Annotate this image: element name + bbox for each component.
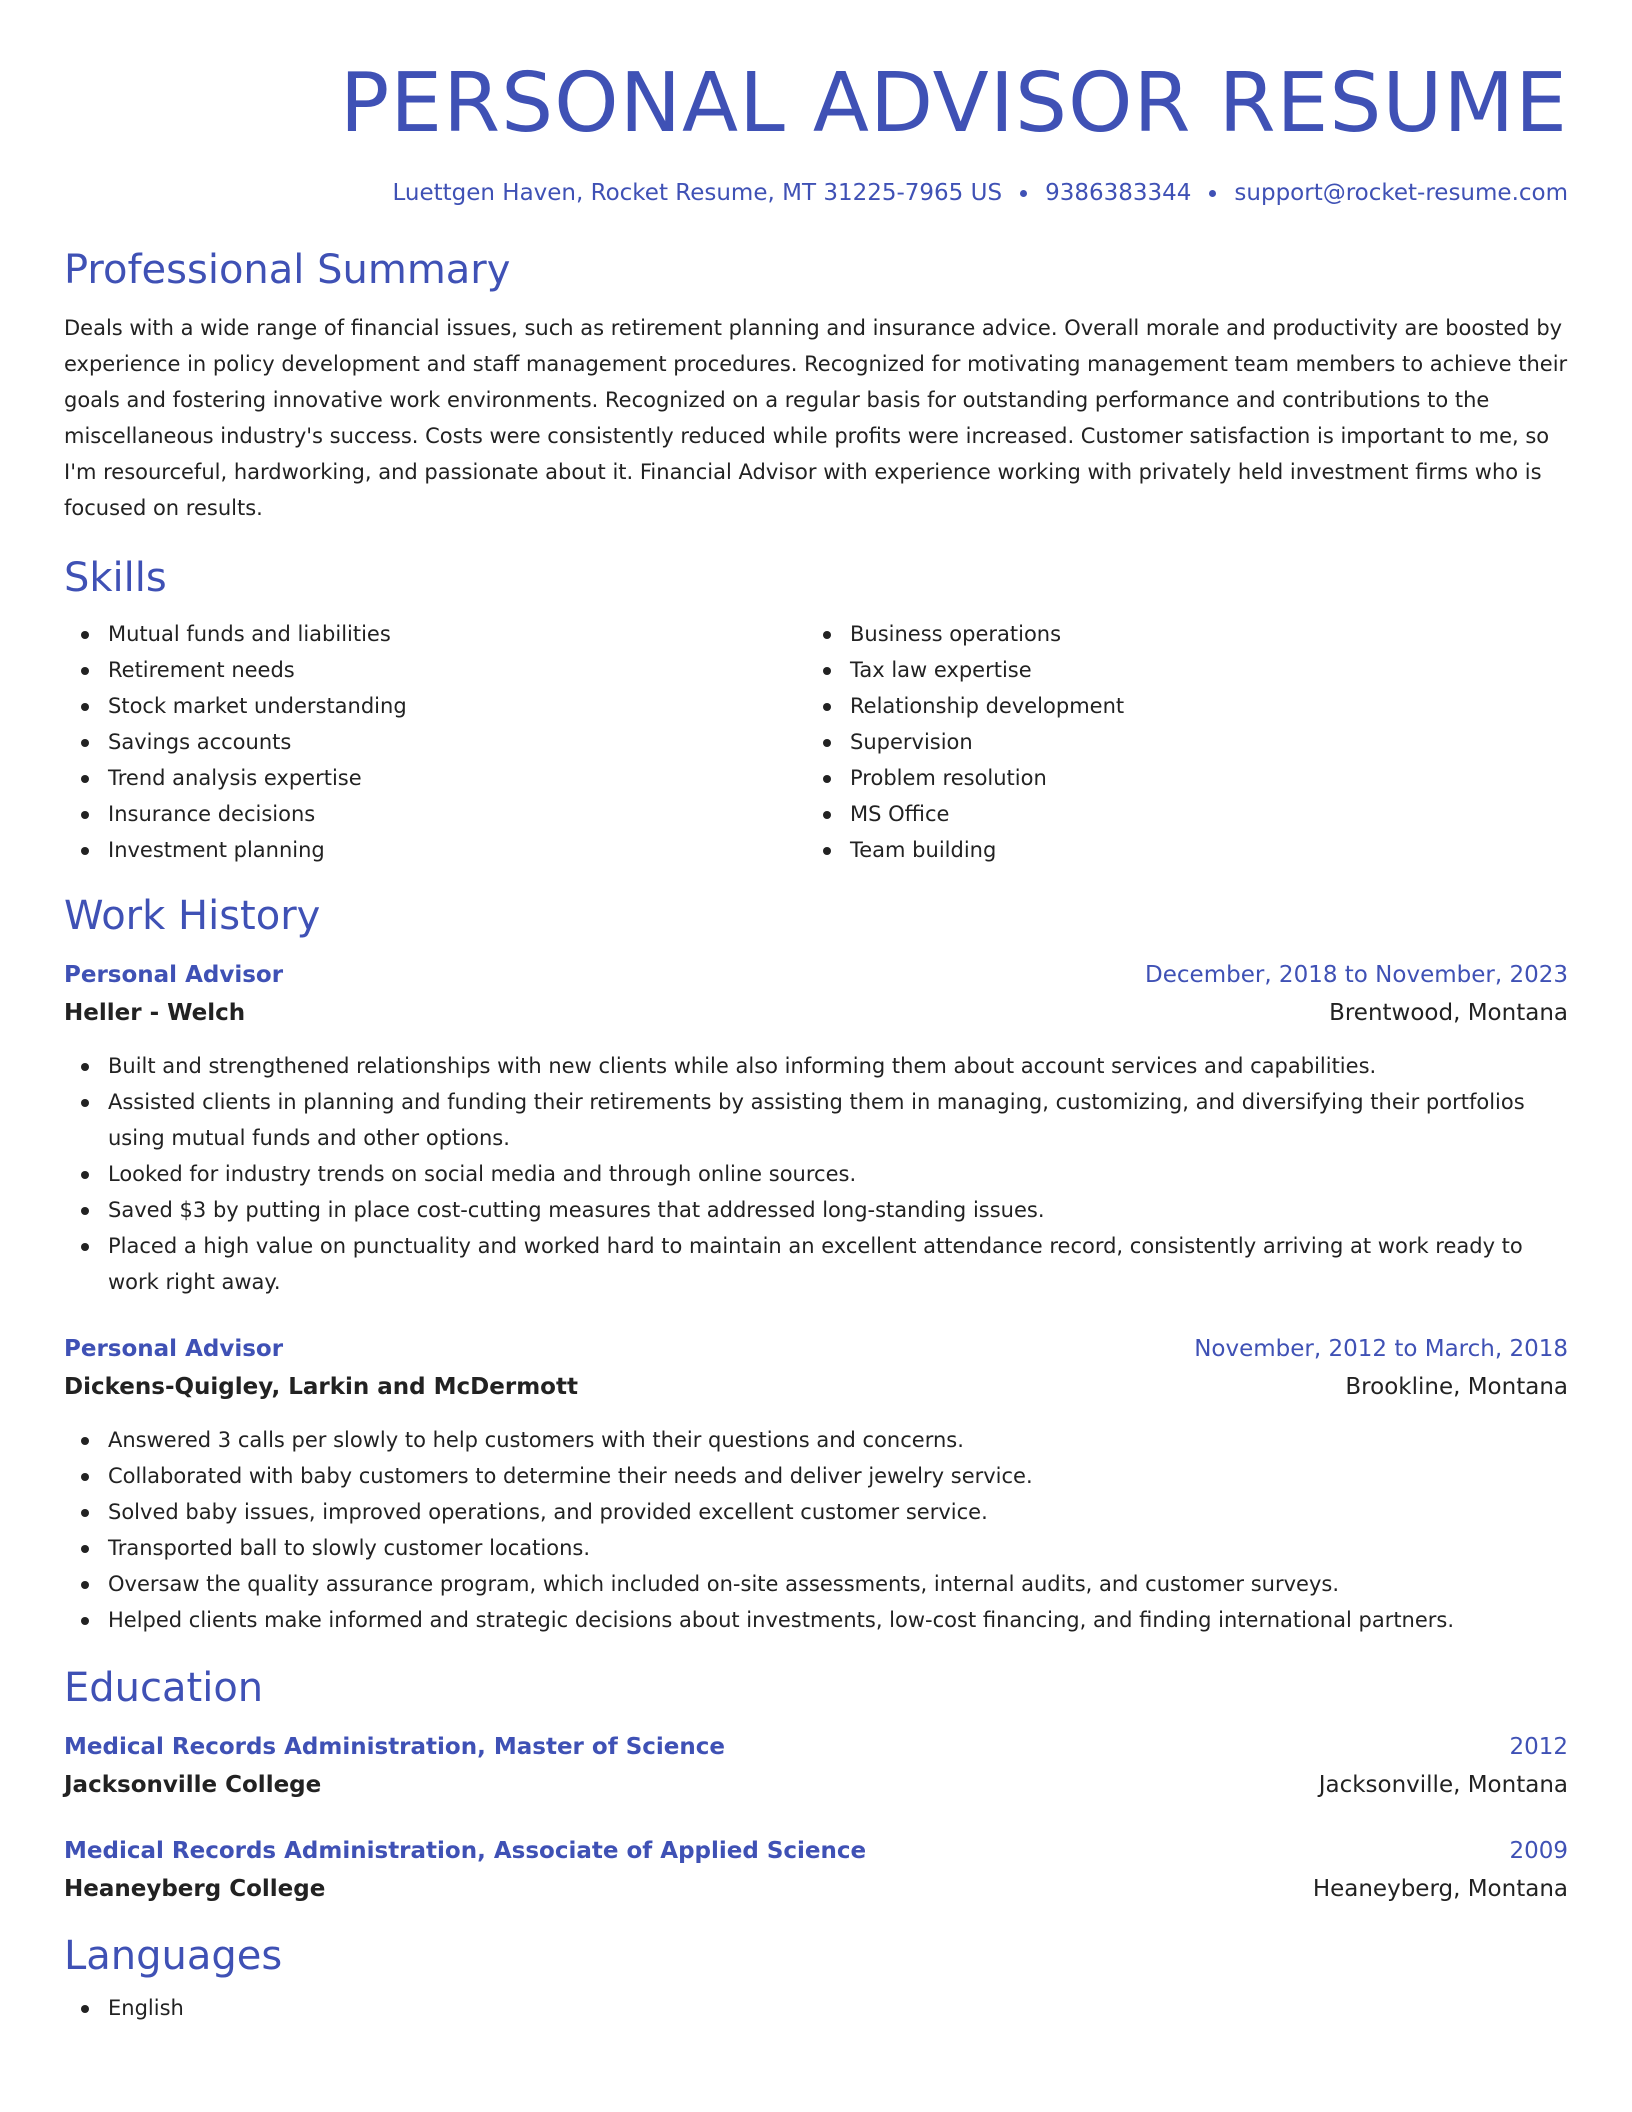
separator-dot <box>1209 190 1216 197</box>
skills-heading: Skills <box>64 555 167 601</box>
education-degree: Medical Records Administration, Associate of Applied Science <box>64 1838 867 1864</box>
skills-right-column <box>806 616 1548 868</box>
education-year: 2012 <box>1509 1734 1568 1760</box>
job-role: Personal Advisor <box>64 1336 284 1362</box>
skill-item: Mutual funds and liabilities <box>64 616 806 652</box>
education-heading: Education <box>64 1665 264 1711</box>
job-company: Heller - Welch <box>64 1000 246 1026</box>
work-history-heading: Work History <box>64 893 321 939</box>
education-entry <box>64 1832 1568 1908</box>
job-dates: December, 2018 to November, 2023 <box>1145 962 1568 988</box>
job-bullet: Helped clients make informed and strategic decisions about investments, low-cost financing, and finding international partners. <box>64 1602 1568 1638</box>
language-item: English <box>64 1990 1568 2026</box>
job-bullets <box>64 1048 1568 1300</box>
job-bullet: Built and strengthened relationships with new clients while also informing them about account services and capabilities. <box>64 1048 1568 1084</box>
job-company: Dickens-Quigley, Larkin and McDermott <box>64 1374 578 1400</box>
job-header-row <box>64 956 1568 994</box>
job-bullet: Solved baby issues, improved operations, and provided excellent customer service. <box>64 1494 1568 1530</box>
skills-columns <box>64 616 1568 868</box>
job-bullet: Placed a high value on punctuality and worked hard to maintain an excellent attendance record, consistently arriving at work ready to work right away. <box>64 1228 1568 1300</box>
job-bullets <box>64 1422 1568 1638</box>
education-year: 2009 <box>1509 1838 1568 1864</box>
skill-item: Trend analysis expertise <box>64 760 806 796</box>
separator-dot <box>1020 190 1027 197</box>
skill-item: Tax law expertise <box>806 652 1548 688</box>
job-dates: November, 2012 to March, 2018 <box>1194 1336 1568 1362</box>
education-header-row <box>64 1832 1568 1870</box>
summary-heading: Professional Summary <box>64 247 511 293</box>
skill-item: Problem resolution <box>806 760 1548 796</box>
job-entry <box>64 956 1568 1300</box>
skill-item: Retirement needs <box>64 652 806 688</box>
job-header-row <box>64 1330 1568 1368</box>
education-school-row <box>64 1870 1568 1908</box>
job-bullet: Collaborated with baby customers to determine their needs and deliver jewelry service. <box>64 1458 1568 1494</box>
job-company-row <box>64 1368 1568 1406</box>
education-location: Heaneyberg, Montana <box>1312 1876 1568 1902</box>
languages-heading: Languages <box>64 1933 283 1979</box>
skill-item: Insurance decisions <box>64 796 806 832</box>
job-bullet: Transported ball to slowly customer locations. <box>64 1530 1568 1566</box>
education-location: Jacksonville, Montana <box>1318 1772 1568 1798</box>
contact-address: Luettgen Haven, Rocket Resume, MT 31225-7965 US <box>392 180 1003 206</box>
job-bullet: Looked for industry trends on social media and through online sources. <box>64 1156 1568 1192</box>
skills-left-column <box>64 616 806 868</box>
job-bullet: Saved $3 by putting in place cost-cutting measures that addressed long-standing issues. <box>64 1192 1568 1228</box>
skill-item: Stock market understanding <box>64 688 806 724</box>
job-bullet: Assisted clients in planning and funding their retirements by assisting them in managing, customizing, and diversifying their portfolios using mutual funds and other options. <box>64 1084 1568 1156</box>
job-entry <box>64 1330 1568 1638</box>
skill-item: Team building <box>806 832 1548 868</box>
skill-item: MS Office <box>806 796 1548 832</box>
job-location: Brookline, Montana <box>1345 1374 1568 1400</box>
summary-text: Deals with a wide range of financial issues, such as retirement planning and insurance advice. Overall morale and productivity are boosted by experience in policy development and staff management procedures. Recognized for motivating management team members to achieve their goals and fostering innovative work environments. Recognized on a regular basis for outstanding performance and contributions to the miscellaneous industry's success. Costs were consistently reduced while profits were increased. Customer satisfaction is important to me, so I'm resourceful, hardworking, and passionate about it. Financial Advisor with experience working with privately held investment firms who is focused on results. <box>64 316 1568 520</box>
languages-list <box>64 1990 1568 2026</box>
job-bullet: Answered 3 calls per slowly to help customers with their questions and concerns. <box>64 1422 1568 1458</box>
skill-item: Relationship development <box>806 688 1548 724</box>
contact-line <box>64 180 1568 206</box>
resume-title: PERSONAL ADVISOR RESUME <box>339 56 1568 151</box>
contact-email[interactable]: support@rocket-resume.com <box>1234 180 1568 206</box>
job-location: Brentwood, Montana <box>1329 1000 1568 1026</box>
skill-item: Savings accounts <box>64 724 806 760</box>
education-school: Jacksonville College <box>64 1772 322 1798</box>
education-entry <box>64 1728 1568 1804</box>
job-company-row <box>64 994 1568 1032</box>
education-school-row <box>64 1766 1568 1804</box>
education-school: Heaneyberg College <box>64 1876 326 1902</box>
job-bullet: Oversaw the quality assurance program, which included on-site assessments, internal audits, and customer surveys. <box>64 1566 1568 1602</box>
job-role: Personal Advisor <box>64 962 284 988</box>
skill-item: Investment planning <box>64 832 806 868</box>
education-degree: Medical Records Administration, Master of Science <box>64 1734 725 1760</box>
education-header-row <box>64 1728 1568 1766</box>
skill-item: Supervision <box>806 724 1548 760</box>
skill-item: Business operations <box>806 616 1548 652</box>
contact-phone: 9386383344 <box>1045 180 1192 206</box>
